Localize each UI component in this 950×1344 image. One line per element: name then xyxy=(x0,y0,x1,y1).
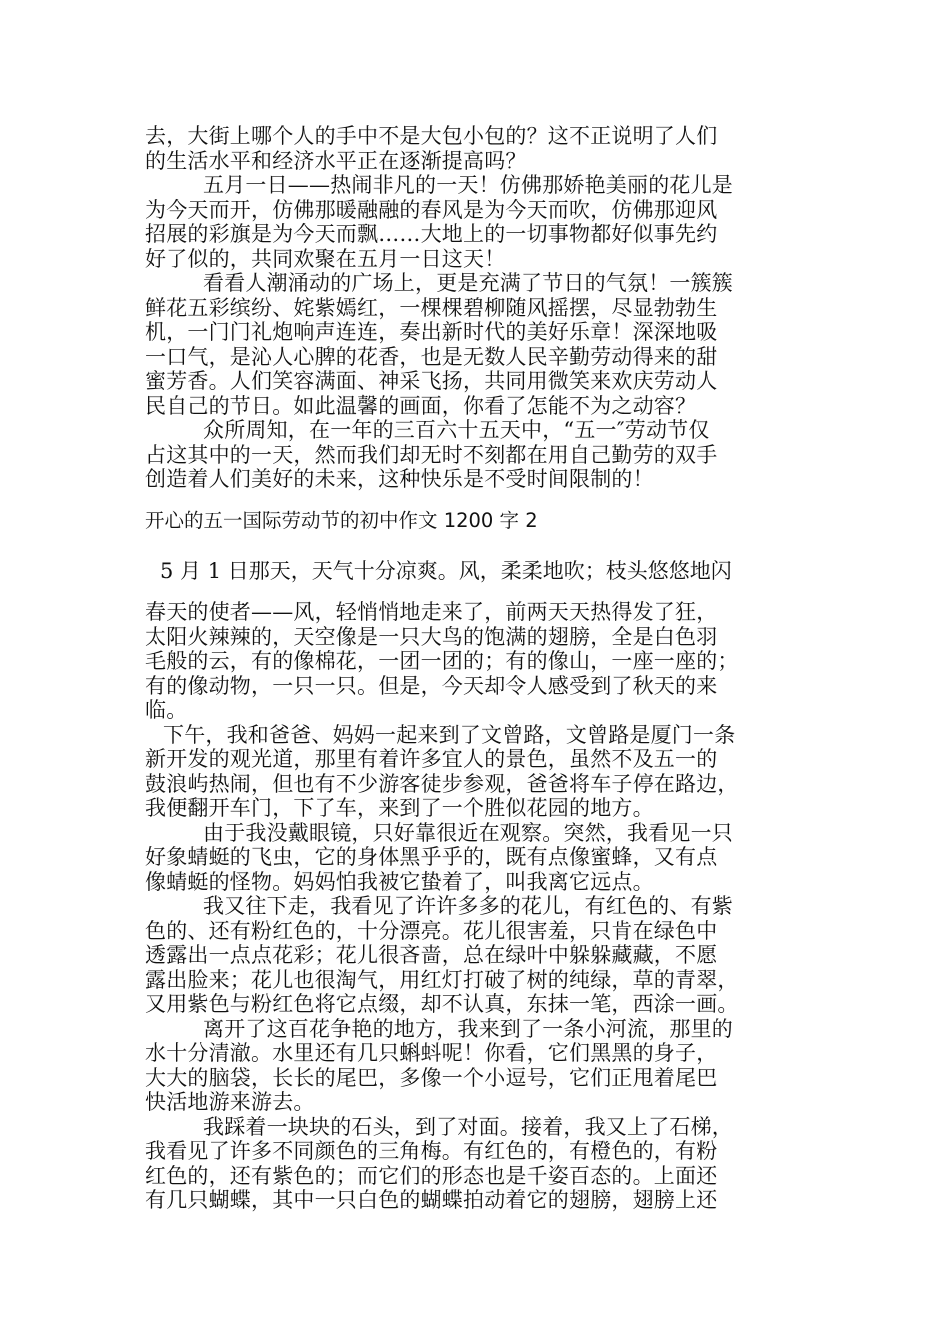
text-line: 有的像动物，一只一只。但是，今天却令人感受到了秋天的来 xyxy=(145,673,718,698)
text-line: 占这其中的一天，然而我们却无时不刻都在用自己勤劳的双手 xyxy=(145,442,718,467)
text-line: 临。 xyxy=(145,698,188,722)
text-line: 民自己的节日。如此温馨的画面，你看了怎能不为之动容？ xyxy=(145,393,697,418)
essay-title: 开心的五一国际劳动节的初中作文 1200 字 2 xyxy=(145,509,538,532)
paragraph-start: 众所周知，在一年的三百六十五天中，“五一″劳动节仅 xyxy=(203,418,710,442)
text-line: 水十分清澈。水里还有几只蝌蚪呢！你看，它们黑黑的身子， xyxy=(145,1041,718,1065)
text-line: 红色的，还有紫色的；而它们的形态也是千姿百态的。上面还 xyxy=(145,1163,718,1188)
text-line: 像蜻蜓的怪物。妈妈怕我被它蛰着了，叫我离它远点。 xyxy=(145,869,654,894)
paragraph-start: 我踩着一块块的石头，到了对面。接着，我又上了石梯， xyxy=(203,1114,733,1139)
text-line: 鼓浪屿热闹，但也有不少游客徒步参观，爸爸将车子停在路边， xyxy=(145,771,739,796)
paragraph-start: 五月一日——热闹非凡的一天！仿佛那娇艳美丽的花儿是 xyxy=(203,173,733,197)
text-line: 色的、还有粉红色的，十分漂亮。花儿很害羞，只肯在绿色中 xyxy=(145,918,718,943)
text-line: 好了似的，共同欢聚在五月一日这天！ xyxy=(145,246,506,271)
paragraph-start: 我又往下走，我看见了许许多多的花儿，有红色的、有紫 xyxy=(203,894,733,918)
text-line: 的生活水平和经济水平正在逐渐提高吗？ xyxy=(145,148,527,173)
text-line: 透露出一点点花彩；花儿很吝啬，总在绿叶中躲躲藏藏，不愿 xyxy=(145,943,718,967)
text-line: 快活地游来游去。 xyxy=(145,1090,315,1114)
text-line: 一口气，是沁人心脾的花香，也是无数人民辛勤劳动得来的甜 xyxy=(145,344,718,369)
text-line: 好象蜻蜓的飞虫，它的身体黑乎乎的，既有点像蜜蜂，又有点 xyxy=(145,845,718,869)
text-line: 新开发的观光道，那里有着许多宜人的景色，虽然不及五一的 xyxy=(145,747,718,771)
opening-line: 5 月 1 日那天，天气十分凉爽。风，柔柔地吹；枝头悠悠地闪 xyxy=(160,559,732,583)
text-line: 招展的彩旗是为今天而飘……大地上的一切事物都好似事先约 xyxy=(145,222,718,246)
text-line: 太阳火辣辣的，天空像是一只大鸟的饱满的翅膀，全是白色羽 xyxy=(145,624,718,649)
text-line: 创造着人们美好的未来，这种快乐是不受时间限制的！ xyxy=(145,467,654,491)
essay-section-1 xyxy=(145,124,815,492)
text-line: 毛般的云，有的像棉花，一团一团的；有的像山，一座一座的； xyxy=(145,649,739,673)
text-line: 又用紫色与粉红色将它点缀，却不认真，东抹一笔，西涂一画。 xyxy=(145,992,739,1016)
essay-section-2 xyxy=(145,600,815,1213)
text-line: 蜜芳香。人们笑容满面、神采飞扬，共同用微笑来欢庆劳动人 xyxy=(145,369,718,393)
paragraph-start: 离开了这百花争艳的地方，我来到了一条小河流，那里的 xyxy=(203,1016,733,1041)
paragraph-start: 下午，我和爸爸、妈妈一起来到了文曾路，文曾路是厦门一条 xyxy=(163,722,736,747)
text-line: 去，大街上哪个人的手中不是大包小包的？这不正说明了人们 xyxy=(145,124,718,148)
text-line: 我便翻开车门，下了车，来到了一个胜似花园的地方。 xyxy=(145,796,654,820)
text-line: 我看见了许多不同颜色的三角梅。有红色的，有橙色的，有粉 xyxy=(145,1139,718,1163)
text-line: 有几只蝴蝶，其中一只白色的蝴蝶拍动着它的翅膀，翅膀上还 xyxy=(145,1188,718,1212)
paragraph-start: 看看人潮涌动的广场上，更是充满了节日的气氛！一簇簇 xyxy=(203,271,733,295)
text-line: 机，一门门礼炮响声连连，奏出新时代的美好乐章！深深地吸 xyxy=(145,320,718,344)
paragraph-start: 由于我没戴眼镜，只好靠很近在观察。突然，我看见一只 xyxy=(203,820,733,845)
text-line: 露出脸来；花儿也很淘气，用红灯打破了树的纯绿，草的青翠， xyxy=(145,967,739,992)
text-line: 鲜花五彩缤纷、姹紫嫣红，一棵棵碧柳随风摇摆，尽显勃勃生 xyxy=(145,295,718,320)
text-line: 春天的使者——风，轻悄悄地走来了，前两天天热得发了狂， xyxy=(145,600,718,624)
text-line: 为今天而开，仿佛那暖融融的春风是为今天而吹，仿佛那迎风 xyxy=(145,197,718,222)
text-line: 大大的脑袋，长长的尾巴，多像一个小逗号，它们正甩着尾巴 xyxy=(145,1065,718,1090)
